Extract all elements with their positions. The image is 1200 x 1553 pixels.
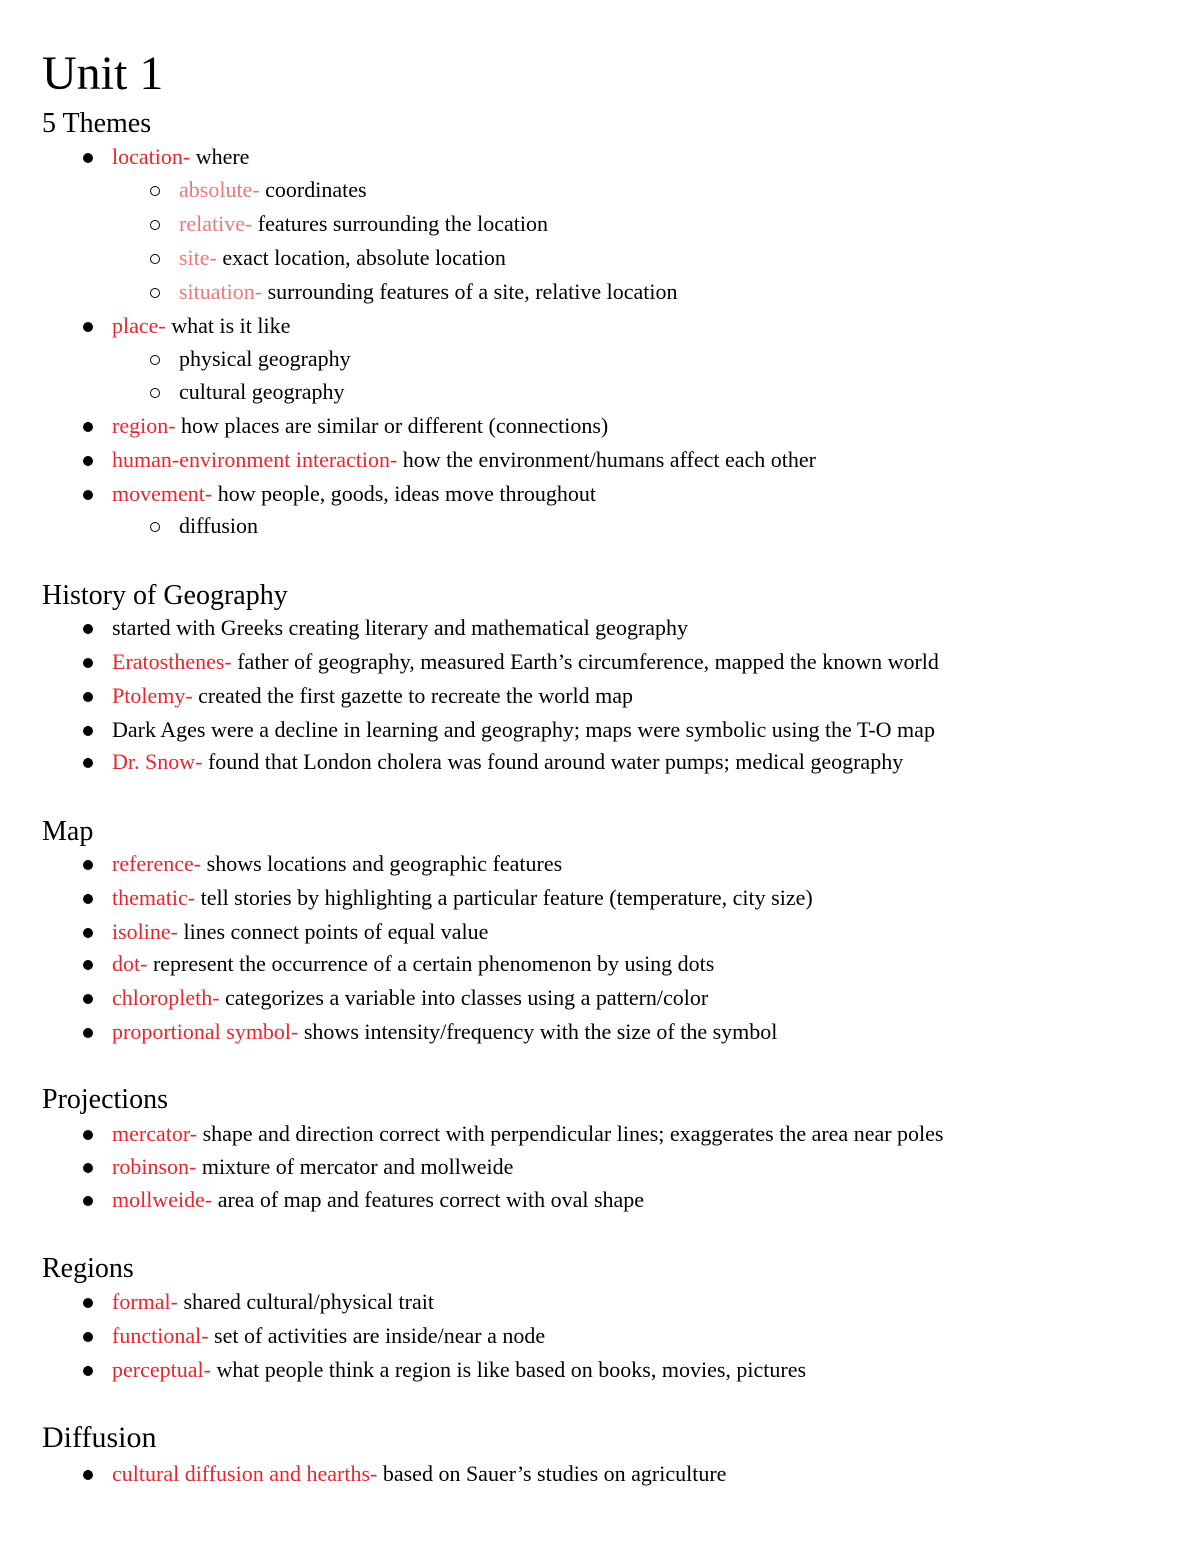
bullet-disc-icon xyxy=(80,1154,112,1182)
bullet-circle-icon xyxy=(147,279,179,307)
definition: father of geography, measured Earth’s circumference, mapped the known world xyxy=(231,649,939,674)
list-item-situation xyxy=(147,278,678,307)
bullet-disc-icon xyxy=(80,481,112,509)
list-item-proportional-symbol xyxy=(80,1018,777,1047)
term: cultural diffusion and hearths- xyxy=(112,1461,378,1486)
term: formal- xyxy=(112,1289,178,1314)
bullet-disc-icon xyxy=(80,1121,112,1149)
list-item-movement xyxy=(80,480,596,509)
list-item-cultural-geography xyxy=(147,378,345,407)
definition: surrounding features of a site, relative location xyxy=(262,279,678,304)
bullet-disc-icon xyxy=(80,885,112,913)
definition: mixture of mercator and mollweide xyxy=(196,1154,514,1179)
bullet-circle-icon xyxy=(147,379,179,407)
term: robinson- xyxy=(112,1154,197,1179)
bullet-disc-icon xyxy=(80,413,112,441)
list-item-formal xyxy=(80,1288,434,1317)
term: thematic- xyxy=(112,885,196,910)
definition: shows locations and geographic features xyxy=(201,851,563,876)
term: perceptual- xyxy=(112,1357,211,1382)
definition: set of activities are inside/near a node xyxy=(208,1323,546,1348)
definition: where xyxy=(190,144,250,169)
list-item-dot xyxy=(80,950,714,979)
term: mollweide- xyxy=(112,1187,213,1212)
list-item-cultural-diffusion xyxy=(80,1460,726,1489)
list-item-robinson xyxy=(80,1153,513,1182)
list-item-relative xyxy=(147,210,548,239)
item-text: Dark Ages were a decline in learning and geography; maps were symbolic using the T-O map xyxy=(112,717,935,742)
bullet-disc-icon xyxy=(80,717,112,745)
bullet-circle-icon xyxy=(147,177,179,205)
list-item-mollweide xyxy=(80,1186,644,1215)
item-text: diffusion xyxy=(179,513,259,538)
section-heading-map: Map xyxy=(42,816,94,847)
definition: shows intensity/frequency with the size of the symbol xyxy=(298,1019,778,1044)
term: isoline- xyxy=(112,919,178,944)
term: proportional symbol- xyxy=(112,1019,299,1044)
list-item-diffusion xyxy=(147,512,258,541)
term: Eratosthenes- xyxy=(112,649,232,674)
bullet-disc-icon xyxy=(80,951,112,979)
bullet-disc-icon xyxy=(80,447,112,475)
section-heading-themes: 5 Themes xyxy=(42,108,152,139)
list-item-chloropleth xyxy=(80,984,708,1013)
list-item-absolute xyxy=(147,176,367,205)
list-item-region xyxy=(80,412,608,441)
definition: based on Sauer’s studies on agriculture xyxy=(377,1461,727,1486)
term: Dr. Snow- xyxy=(112,749,203,774)
definition: how the environment/humans affect each other xyxy=(397,447,816,472)
list-item-greeks xyxy=(80,614,688,643)
bullet-circle-icon xyxy=(147,245,179,273)
definition: represent the occurrence of a certain phenomenon by using dots xyxy=(147,951,715,976)
bullet-disc-icon xyxy=(80,919,112,947)
definition: what people think a region is like based on books, movies, pictures xyxy=(210,1357,807,1382)
term: relative- xyxy=(179,211,253,236)
definition: what is it like xyxy=(165,313,291,338)
list-item-reference xyxy=(80,850,562,879)
term: location- xyxy=(112,144,191,169)
bullet-circle-icon xyxy=(147,346,179,374)
list-item-human-environment xyxy=(80,446,816,475)
bullet-disc-icon xyxy=(80,1357,112,1385)
list-item-ptolemy xyxy=(80,682,633,711)
term: mercator- xyxy=(112,1121,198,1146)
definition: coordinates xyxy=(259,177,367,202)
term: Ptolemy- xyxy=(112,683,193,708)
definition: categorizes a variable into classes using a pattern/color xyxy=(219,985,709,1010)
list-item-isoline xyxy=(80,918,488,947)
list-item-place xyxy=(80,312,290,341)
bullet-disc-icon xyxy=(80,1187,112,1215)
bullet-disc-icon xyxy=(80,313,112,341)
definition: area of map and features correct with oval shape xyxy=(212,1187,645,1212)
bullet-disc-icon xyxy=(80,1019,112,1047)
definition: shape and direction correct with perpendicular lines; exaggerates the area near poles xyxy=(197,1121,944,1146)
definition: how places are similar or different (connections) xyxy=(175,413,609,438)
section-heading-projections: Projections xyxy=(42,1084,168,1115)
section-heading-regions: Regions xyxy=(42,1253,134,1284)
bullet-disc-icon xyxy=(80,649,112,677)
section-heading-diffusion: Diffusion xyxy=(42,1421,157,1454)
document-title: Unit 1 xyxy=(42,47,164,100)
list-item-dark-ages xyxy=(80,716,935,745)
list-item-site xyxy=(147,244,506,273)
definition: features surrounding the location xyxy=(252,211,548,236)
term: movement- xyxy=(112,481,213,506)
term: place- xyxy=(112,313,166,338)
definition: lines connect points of equal value xyxy=(178,919,489,944)
bullet-disc-icon xyxy=(80,1289,112,1317)
item-text: physical geography xyxy=(179,346,351,371)
bullet-disc-icon xyxy=(80,615,112,643)
bullet-disc-icon xyxy=(80,144,112,172)
bullet-circle-icon xyxy=(147,513,179,541)
definition: shared cultural/physical trait xyxy=(177,1289,434,1314)
list-item-physical-geography xyxy=(147,345,351,374)
list-item-eratosthenes xyxy=(80,648,939,677)
term: functional- xyxy=(112,1323,209,1348)
bullet-disc-icon xyxy=(80,683,112,711)
bullet-disc-icon xyxy=(80,985,112,1013)
list-item-location xyxy=(80,143,249,172)
definition: created the first gazette to recreate the world map xyxy=(192,683,634,708)
item-text: started with Greeks creating literary and mathematical geography xyxy=(112,615,689,640)
list-item-perceptual xyxy=(80,1356,806,1385)
term: absolute- xyxy=(179,177,260,202)
bullet-circle-icon xyxy=(147,211,179,239)
definition: tell stories by highlighting a particular feature (temperature, city size) xyxy=(195,885,813,910)
list-item-thematic xyxy=(80,884,813,913)
term: situation- xyxy=(179,279,263,304)
list-item-functional xyxy=(80,1322,545,1351)
bullet-disc-icon xyxy=(80,1323,112,1351)
term: chloropleth- xyxy=(112,985,220,1010)
item-text: cultural geography xyxy=(179,379,345,404)
definition: exact location, absolute location xyxy=(216,245,506,270)
term: reference- xyxy=(112,851,202,876)
list-item-dr-snow xyxy=(80,748,903,777)
term: dot- xyxy=(112,951,148,976)
term: site- xyxy=(179,245,217,270)
section-heading-history: History of Geography xyxy=(42,580,288,611)
definition: how people, goods, ideas move throughout xyxy=(212,481,596,506)
bullet-disc-icon xyxy=(80,1461,112,1489)
list-item-mercator xyxy=(80,1120,944,1149)
term: human-environment interaction- xyxy=(112,447,398,472)
bullet-disc-icon xyxy=(80,851,112,879)
term: region- xyxy=(112,413,176,438)
bullet-disc-icon xyxy=(80,749,112,777)
definition: found that London cholera was found around water pumps; medical geography xyxy=(202,749,904,774)
